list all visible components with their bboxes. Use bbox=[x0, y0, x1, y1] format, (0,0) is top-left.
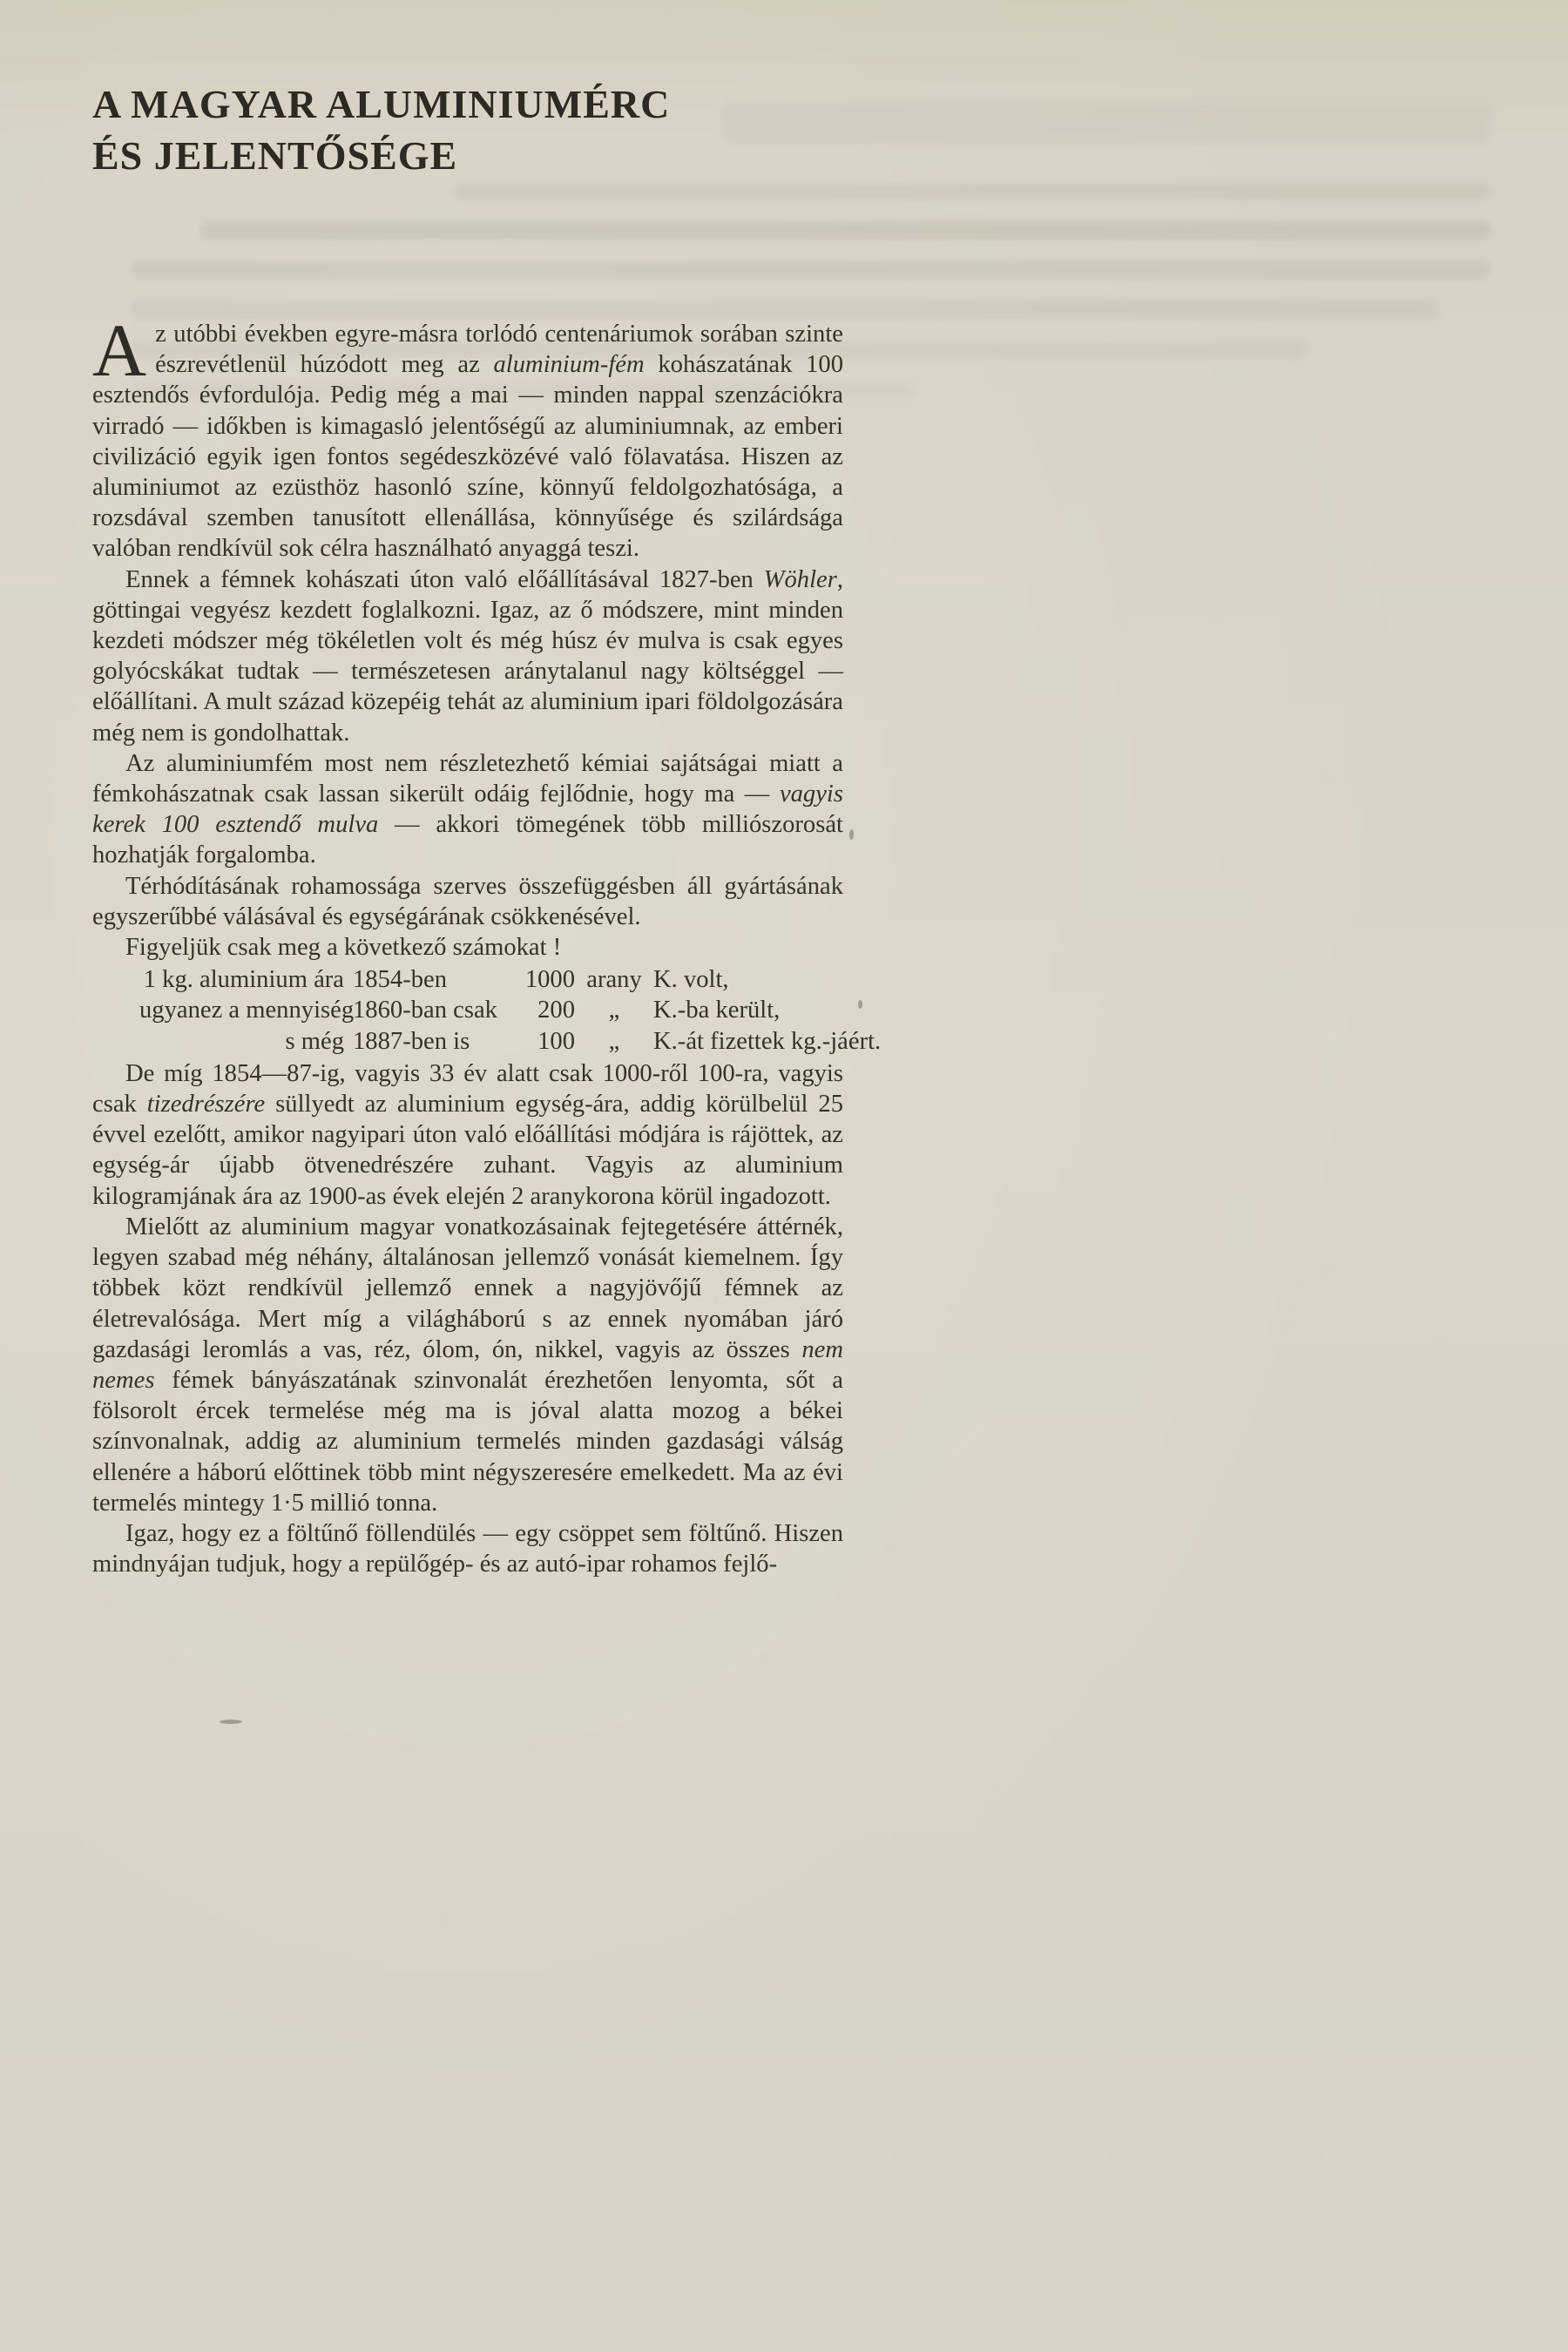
page-showthrough bbox=[131, 301, 1437, 318]
paragraph bbox=[92, 932, 843, 963]
paragraph bbox=[92, 564, 843, 748]
text-run: Igaz, hogy ez a föltűnő föllendülés — egy csöppet sem föltűnő. Hiszen mindnyájan tudjuk, hogy a repülőgép- és az autó-ipar rohamos fejlő- bbox=[92, 1519, 843, 1578]
table-cell: „ bbox=[608, 1027, 620, 1055]
table-cell: 1 kg. aluminium ára bbox=[143, 966, 344, 994]
page-showthrough bbox=[131, 261, 1490, 279]
table-cell: 200 bbox=[537, 997, 575, 1024]
text-run: z utóbbi években egyre-másra torlódó centenáriumok sorában szinte észrevétlenül húzódott meg az bbox=[155, 321, 843, 379]
table-cell: 100 bbox=[537, 1027, 575, 1055]
page-title bbox=[92, 78, 670, 181]
table-cell: 1854-ben bbox=[353, 966, 447, 994]
paragraph bbox=[92, 748, 843, 871]
table-cell: 1887-ben is bbox=[353, 1027, 470, 1055]
table-row bbox=[139, 995, 836, 1025]
paragraph bbox=[92, 1058, 843, 1212]
page-showthrough bbox=[200, 222, 1490, 240]
table-cell: 1000 bbox=[524, 966, 575, 994]
text-run: De míg 1854—87-ig, vagyis 33 év alatt csak 1000-ről 100-ra, vagyis csak bbox=[92, 1059, 843, 1119]
text-run: süllyedt az aluminium egység-ára, addig körülbelül 25 évvel ezelőtt, amikor nagyipari úton való előállítási módjára is rájöttek, az egység-ár újabb ötvenedrészére zuhant. Vagyis az aluminium kilogramjának ára az 1900-as évek elején 2 aranykorona körül ingadozott. bbox=[92, 1091, 843, 1210]
text-run: fémek bányászatának szinvonalát érezhetően lenyomta, sőt a fölsorolt ércek termelése még ma is jóval alatta mozog a békei színvonalnak, addig az aluminium termelés minden gazdasági válság ellenére a háború előttinek több mint négyszeresére emelkedett. Ma az évi termelés mintegy 1·5 millió tonna. bbox=[92, 1366, 843, 1517]
text-run: kohászatának 100 esztendős évfordulója. Pedig még a mai — minden nappal szenzációkra virradó — időkben is kimagasló jelentőségű az aluminiumnak, az emberi civilizáció egyik igen fontos segédeszközévé való fölavatása. Hiszen az aluminiumot az ezüsthöz hasonló színe, könnyű feldolgozhatósága, a rozsdával szemben tanusított ellenállása, könnyűsége és szilárdsága valóban rendkívül sok célra használható anyaggá teszi. bbox=[92, 351, 843, 563]
title-line-2: ÉS JELENTŐSÉGE bbox=[92, 133, 458, 178]
text-run: Figyeljük csak meg a következő számokat ! bbox=[125, 934, 562, 962]
page-showthrough bbox=[453, 183, 1490, 200]
page-showthrough bbox=[723, 103, 1490, 143]
text-run: , göttingai vegyész kezdett foglalkozni. Igaz, az ő módszere, mint minden kezdeti módszer még tökéletlen volt és még húsz év mulva is csak egyes golyócskákat tudtak — természetesen aránytalanul nagy költséggel — előállítani. A mult század közepéig tehát az aluminium ipari földolgozására még nem is gondolhattak. bbox=[92, 565, 843, 747]
table-row bbox=[139, 964, 836, 995]
table-cell: K.-át fizettek kg.-jáért. bbox=[653, 1027, 882, 1055]
page-content bbox=[92, 308, 882, 1579]
drop-cap: A bbox=[92, 308, 147, 392]
text-run: Mielőtt az aluminium magyar vonatkozásainak fejtegetésére áttérnék, legyen szabad még néhány, általánosan jellemző vonását kiemelnem. Így többek közt rendkívül jellemző ennek a nagyjövőjű fémnek az életrevalósága. Mert míg a világháború s az ennek nyomában járó gazdasági leromlás a vas, réz, ólom, ón, nikkel, vagyis az összes bbox=[92, 1213, 843, 1363]
table-cell: 1860-ban csak bbox=[353, 997, 497, 1024]
table-cell: ugyanez a mennyiség bbox=[139, 997, 355, 1024]
scan-speck bbox=[858, 1000, 862, 1009]
emphasized-text: vagyis kerek 100 esztendő mulva bbox=[92, 781, 843, 839]
emphasized-text: nem nemes bbox=[92, 1335, 843, 1394]
paragraph bbox=[92, 871, 843, 932]
emphasized-text: Wöhler bbox=[763, 565, 837, 593]
text-run: Az aluminiumfém most nem részletezhető kémiai sajátságai miatt a fémkohászatnak csak lassan sikerült odáig fejlődnie, hogy ma — bbox=[92, 749, 843, 808]
emphasized-text: aluminium-fém bbox=[493, 351, 645, 379]
table-cell: s még bbox=[285, 1027, 344, 1055]
table-cell: K.-ba került, bbox=[653, 997, 781, 1024]
table-cell: arany bbox=[586, 966, 642, 994]
title-line-1: A MAGYAR ALUMINIUMÉRC bbox=[92, 82, 671, 126]
scan-speck bbox=[220, 1720, 242, 1724]
emphasized-text: tizedrészére bbox=[146, 1091, 266, 1119]
table-cell: „ bbox=[608, 997, 620, 1024]
text-run: Ennek a fémnek kohászati úton való előállításával 1827-ben bbox=[125, 565, 764, 593]
price-table bbox=[139, 964, 882, 1057]
paragraph bbox=[92, 1212, 843, 1518]
paragraph bbox=[92, 1518, 843, 1579]
scan-speck bbox=[849, 829, 854, 840]
table-cell: K. volt, bbox=[653, 966, 729, 994]
paragraph bbox=[92, 308, 843, 564]
text-run: — akkori tömegének több milliószorosát hozhatják forgalomba. bbox=[92, 811, 843, 869]
table-row bbox=[139, 1026, 836, 1057]
text-run: Térhódításának rohamossága szerves összefüggésben áll gyártásának egyszerűbbé válásával és egységárának csökkenésével. bbox=[92, 872, 843, 930]
